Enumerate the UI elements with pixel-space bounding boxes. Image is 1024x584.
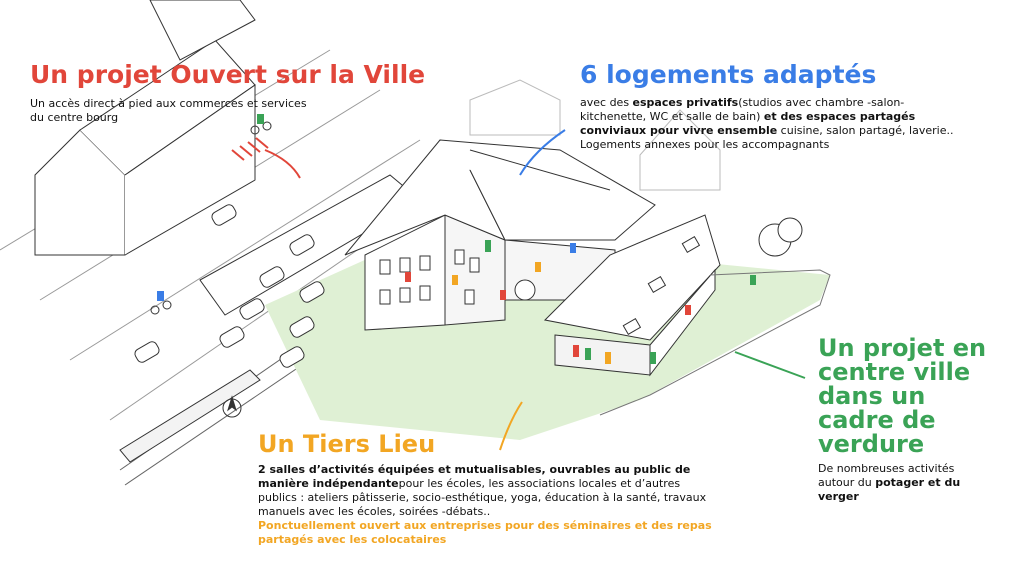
section-verdure-title: cadre de [818, 406, 936, 434]
section-tiers-note: partagés avec les colocataires [258, 533, 447, 547]
section-verdure-title: centre ville [818, 358, 971, 386]
section-logements-line: Logements annexes pour les accompagnants [580, 138, 830, 152]
section-tiers-line: manière indépendantepour les écoles, les associations locales et d’autres [258, 477, 681, 491]
neighbor-building-right [470, 80, 560, 135]
section-tiers-title: Un Tiers Lieu [258, 430, 436, 458]
wall [120, 370, 260, 462]
section-verdure-line: De nombreuses activités [818, 462, 955, 475]
verdure-pointer-line [735, 352, 805, 378]
section-verdure-line: verger [818, 490, 859, 503]
section-logements-title: 6 logements adaptés [580, 60, 877, 89]
section-ville-line: Un accès direct à pied aux commerces et services [30, 97, 307, 111]
section-logements-line: kitchenette, WC et salle de bain) et des espaces partagés [580, 110, 916, 124]
section-logements-line: conviviaux pour vivre ensemble cuisine, salon partagé, laverie.. [580, 124, 954, 138]
ville-pointer-line [265, 150, 300, 178]
section-verdure [818, 336, 986, 504]
section-verdure-title: Un projet en [818, 334, 987, 362]
section-tiers-note: Ponctuellement ouvert aux entreprises pour des séminaires et des repas [258, 519, 712, 533]
section-tiers-line: manuels avec les écoles, soirées -débats.. [258, 505, 491, 519]
section-logements [580, 62, 953, 152]
section-ville-title: Un projet Ouvert sur la Ville [30, 60, 426, 89]
section-logements-line: avec des espaces privatifs(studios avec chambre -salon- [580, 96, 905, 110]
section-tiers-line: publics : ateliers pâtisserie, socio-esthétique, yoga, éducation à la santé, travaux [258, 491, 707, 505]
section-verdure-line: autour du potager et du [818, 476, 961, 489]
section-tiers-lieu [258, 432, 712, 547]
section-ville-line: du centre bourg [30, 111, 119, 125]
section-ville [30, 62, 425, 125]
section-verdure-title: dans un [818, 382, 926, 410]
section-tiers-line: 2 salles d’activités équipées et mutualisables, ouvrables au public de [258, 463, 691, 477]
section-verdure-title: verdure [818, 430, 925, 458]
